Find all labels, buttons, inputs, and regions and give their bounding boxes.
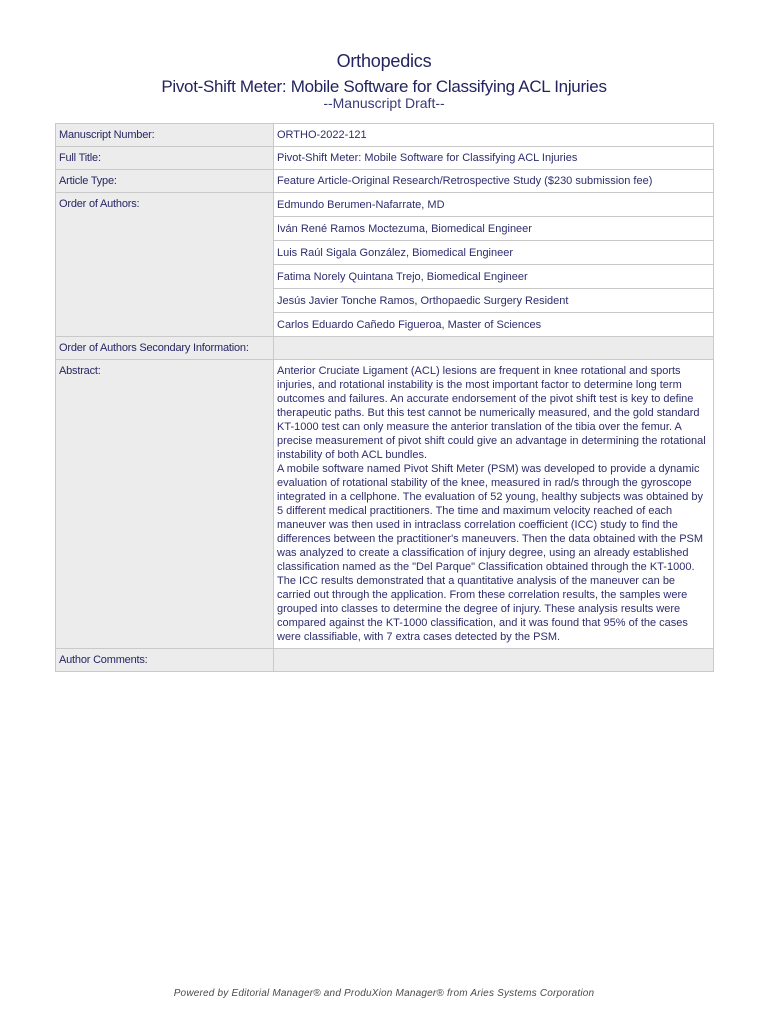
author-entry: Carlos Eduardo Cañedo Figueroa, Master of Sciences [274,313,714,337]
secondary-info-value [274,337,714,360]
table-row [56,147,714,170]
journal-name: Orthopedics [336,51,432,71]
article-type-label: Article Type: [56,170,274,193]
manuscript-number-value: ORTHO-2022-121 [274,124,714,147]
author-entry: Iván René Ramos Moctezuma, Biomedical Engineer [274,217,714,241]
manuscript-info-table [55,123,714,672]
table-row [56,170,714,193]
abstract-value [274,360,714,649]
draft-label: --Manuscript Draft-- [323,95,445,111]
footer-credit: Powered by Editorial Manager® and ProduXion Manager® from Aries Systems Corporation [173,988,595,999]
abstract-paragraph: A mobile software named Pivot Shift Meter (PSM) was developed to provide a dynamic evaluation of rotational stability of the knee, measured in rad/s through the gyroscope integrated in a cellphone. The evaluation of 52 young, healthy subjects was obtained by 5 different medical practitioners. The time and maximum velocity reached of each maneuver was then used in intraclass correlation coefficient (ICC) study to find the differences between the practitioner's maneuvers. Then the data obtained with the PSM was analyzed to create a classification of injury degree, using an already established classification named as the "Del Parque" Classification obtained through the KT-1000. [277,463,704,573]
secondary-info-label: Order of Authors Secondary Information: [56,337,274,360]
table-row [56,124,714,147]
document-header [0,50,768,111]
author-entry: Edmundo Berumen-Nafarrate, MD [274,193,714,217]
table-row [56,193,714,217]
full-title-label: Full Title: [56,147,274,170]
author-comments-value [274,649,714,672]
table-row [56,649,714,672]
abstract-label: Abstract: [56,360,274,649]
abstract-paragraph: The ICC results demonstrated that a quantitative analysis of the maneuver can be carried out through the application. From these correlation results, the samples were grouped into classes to determine the degree of injury. These analysis results were compared against the KT-1000 classification, and it was found that 95% of the cases were classifiable, with 7 extra cases detected by the PSM. [277,575,688,643]
author-entry: Fatima Norely Quintana Trejo, Biomedical Engineer [274,265,714,289]
author-entry: Jesús Javier Tonche Ramos, Orthopaedic Surgery Resident [274,289,714,313]
order-of-authors-label: Order of Authors: [56,193,274,337]
manuscript-title: Pivot-Shift Meter: Mobile Software for Classifying ACL Injuries [161,77,607,96]
article-type-value: Feature Article-Original Research/Retrospective Study ($230 submission fee) [274,170,714,193]
manuscript-number-label: Manuscript Number: [56,124,274,147]
author-comments-label: Author Comments: [56,649,274,672]
abstract-paragraph: Anterior Cruciate Ligament (ACL) lesions are frequent in knee rotational and sports injuries, and rotational instability is the most important factor to determine long term outcomes and failures. An accurate endorsement of the pivot shift test is key to define therapeutic paths. But this test cannot be numerically measured, and the gold standard KT-1000 test can only measure the anterior translation of the tibia over the femur. A precise measurement of pivot shift could give an advantage in determining the rotational instability of both ACL bundles. [277,365,706,461]
table-row [56,360,714,649]
table-row [56,337,714,360]
full-title-value: Pivot-Shift Meter: Mobile Software for Classifying ACL Injuries [274,147,714,170]
author-entry: Luis Raúl Sigala González, Biomedical Engineer [274,241,714,265]
